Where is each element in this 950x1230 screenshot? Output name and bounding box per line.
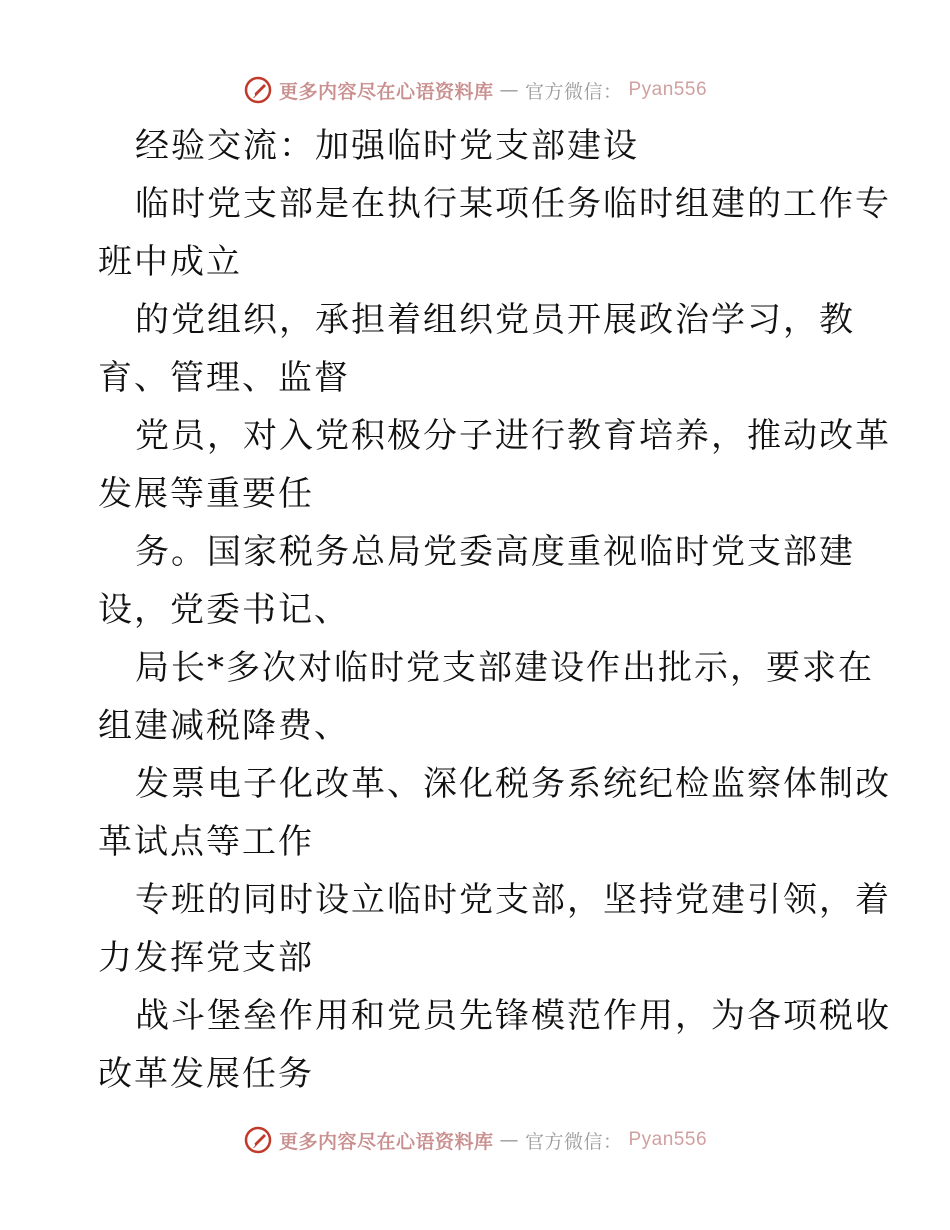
quill-logo-icon	[243, 1125, 273, 1155]
paragraph-line: 组建减税降费、	[98, 706, 350, 746]
watermark-site-name: 更多内容尽在心语资料库	[278, 1130, 494, 1153]
footer-watermark	[0, 1120, 950, 1160]
paragraph-line: 设，党委书记、	[98, 590, 350, 630]
paragraph-line: 的党组织，承担着组织党员开展政治学习，教	[135, 300, 855, 340]
paragraph-line: 专班的同时设立临时党支部，坚持党建引领，着	[135, 880, 891, 920]
paragraph-line: 战斗堡垒作用和党员先锋模范作用，为各项税收	[135, 996, 891, 1036]
watermark-site-name: 更多内容尽在心语资料库	[278, 80, 494, 103]
watermark-wechat-label: 官方微信：	[524, 1130, 623, 1153]
paragraph-line: 改革发展任务	[98, 1054, 314, 1094]
paragraph-line: 发票电子化改革、深化税务系统纪检监察体制改	[135, 764, 891, 804]
quill-logo-icon	[243, 75, 273, 105]
paragraph-line: 临时党支部是在执行某项任务临时组建的工作专	[135, 184, 891, 224]
paragraph-line: 党员，对入党积极分子进行教育培养，推动改革	[135, 416, 891, 456]
document-title: 经验交流：加强临时党支部建设	[135, 126, 639, 166]
header-watermark	[0, 70, 950, 110]
watermark-wechat-label: 官方微信：	[524, 80, 623, 103]
watermark-account: Pyan556	[628, 79, 708, 100]
paragraph-line: 力发挥党支部	[98, 938, 314, 978]
paragraph-line: 发展等重要任	[98, 474, 314, 514]
paragraph-line: 局长*多次对临时党支部建设作出批示，要求在	[135, 648, 874, 688]
paragraph-line: 革试点等工作	[98, 822, 314, 862]
paragraph-line: 育、管理、监督	[98, 358, 350, 398]
watermark-account: Pyan556	[628, 1129, 708, 1150]
watermark-dash: —	[499, 79, 519, 101]
paragraph-line: 班中成立	[98, 242, 242, 282]
watermark-dash: —	[499, 1129, 519, 1151]
paragraph-line: 务。国家税务总局党委高度重视临时党支部建	[135, 532, 855, 572]
